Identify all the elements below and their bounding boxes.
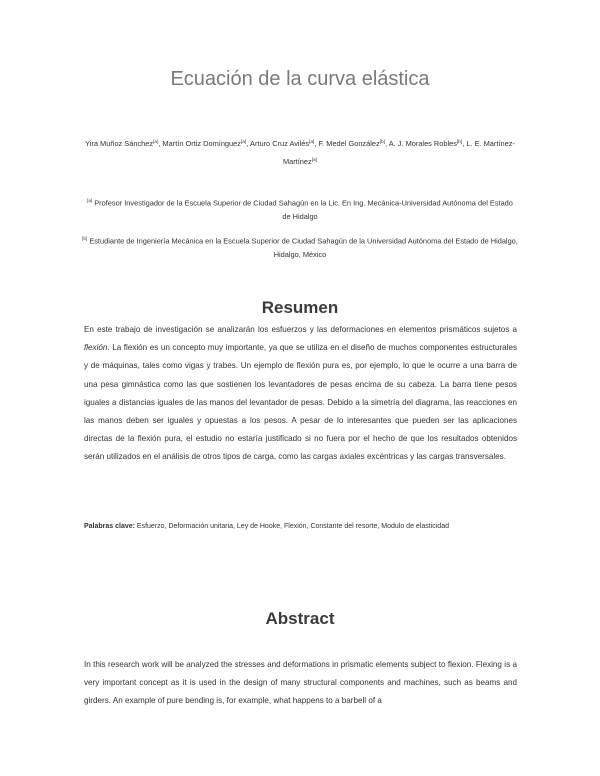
- resumen-paragraph: [84, 321, 517, 467]
- abstract-heading: Abstract: [265, 609, 335, 628]
- affiliation-mark: [b]: [456, 140, 463, 145]
- resumen-italic-term: flexión: [84, 343, 108, 353]
- author-name: A. J. Morales Robles: [388, 139, 457, 148]
- keywords-label: Palabras clave:: [84, 523, 135, 530]
- affiliation-mark: [a]: [309, 140, 315, 145]
- affiliation-text: Estudiante de Ingeniería Mecánica en la Escuela Superior de Ciudad Sahagún de la Universidad Autónoma del Estado de Hidalgo, Hidalgo, México: [89, 236, 518, 259]
- affiliation-mark: [b]: [379, 140, 386, 145]
- abstract-paragraph: In this research work will be analyzed the stresses and deformations in prismatic elements subject to flexion. Flexing is a very important concept as it is used in the design of many structural components and machines, such as beams and girders. An example of pure bending is, for example, what happens to a barbell of a: [84, 660, 517, 706]
- affiliation-b: [82, 232, 518, 261]
- affiliation-mark: [a]: [153, 140, 159, 145]
- resumen-text-start: En este trabajo de investigación se analizarán los esfuerzos y las deformaciones en elementos prismáticos sujetos a: [84, 325, 517, 334]
- affiliation-mark: [a]: [87, 198, 93, 203]
- keywords-text: Esfuerzo, Deformación unitaria, Ley de Hooke, Flexión, Constante del resorte, Modulo de elasticidad: [134, 523, 449, 530]
- resumen-heading: Resumen: [261, 298, 339, 317]
- author-name: Martín Ortiz Domínguez: [162, 139, 241, 148]
- resumen-text-rest: . La flexión es un concepto muy importante, ya que se utiliza en el diseño de muchos componentes estructurales y de máquinas, tales como vigas y trabes. Un ejemplo de flexión pura es, por ejemplo, lo que le ocurre a una barra de una pesa gimnástica como las que sostienen los levantadores de pesas encima de su cabeza. La barra tiene pesos iguales a distancias iguales de las manos del levantador de pesas. Debido a la simetría del diagrama, las reacciones en las manos deben ser iguales y opuestas a los pesos. A pesar de lo interesantes que pueden ser las aplicaciones directas de la flexión pura, el estudio no estaría justificado si no fuera por el hecho de que los resultados obtenidos serán utilizados en el análisis de otros tipos de carga, como las cargas axiales excéntricas y las cargas transversales.: [84, 343, 517, 462]
- affiliation-a: [82, 194, 518, 223]
- keywords: [84, 521, 517, 533]
- paper-title: Ecuación de la curva elástica: [170, 68, 430, 90]
- affiliation-mark: [a]: [240, 140, 247, 145]
- author-name: F. Medel González: [318, 139, 380, 148]
- affiliation-text: Profesor Investigador de la Escuela Superior de Ciudad Sahagún en la Lic. En Ing. Mecánica-Universidad Autónoma del Estado de Hidalgo: [94, 198, 513, 221]
- author-name: Yira Muñoz Sánchez: [85, 139, 154, 148]
- author-list: Yira Muñoz Sánchez[a], Martín Ortiz Domínguez[a], Arturo Cruz Avilés[a], F. Medel González[b], A. J. Morales Robles[b], L. E. Martínez-Martínez[a]: [85, 139, 515, 166]
- affiliation-mark: [b]: [82, 236, 88, 241]
- author-name: L. E. Martínez-Martínez: [282, 139, 515, 166]
- affiliation-mark: [a]: [311, 158, 318, 163]
- author-name: Arturo Cruz Avilés: [250, 139, 310, 148]
